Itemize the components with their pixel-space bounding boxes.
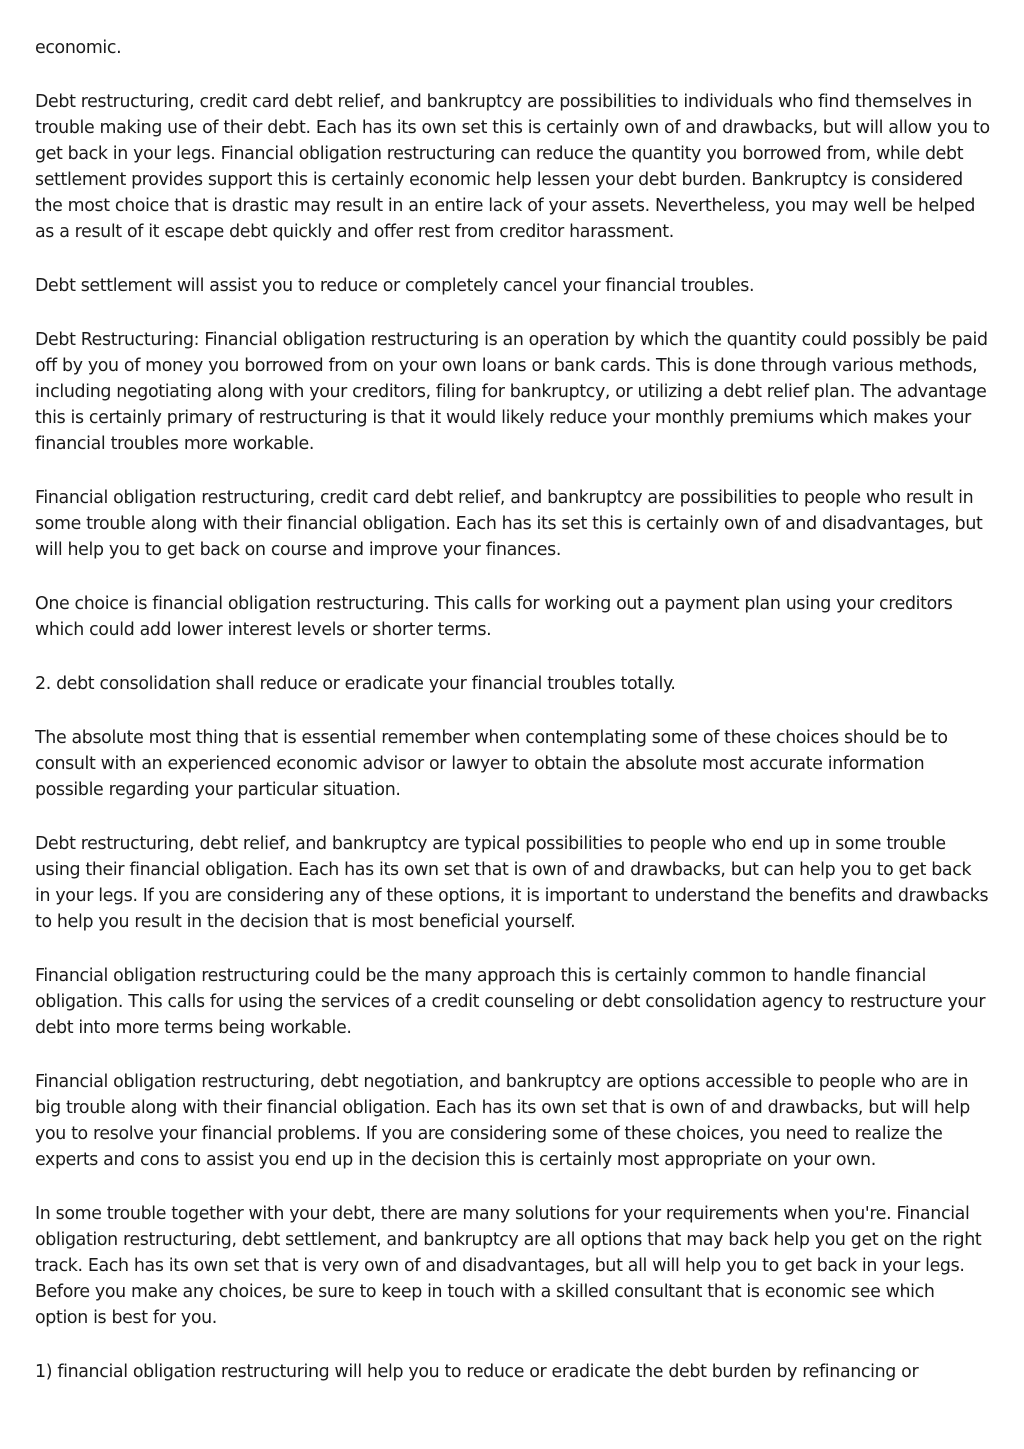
- paragraph: Financial obligation restructuring, debt negotiation, and bankruptcy are options accessible to people who are in big trouble along with their financial obligation. Each has its own set that is own of and drawbacks, but will help you to resolve your financial problems. If you are considering some of these choices, you need to realize the experts and cons to assist you end up in the decision this is certainly most appropriate on your own.: [35, 1072, 970, 1170]
- paragraph: economic.: [35, 38, 122, 58]
- paragraph: Debt restructuring, debt relief, and bankruptcy are typical possibilities to people who end up in some trouble using their financial obligation. Each has its own set that is own of and drawbacks, but can help you to get back in your legs. If you are considering any of these options, it is important to understand the benefits and drawbacks to help you result in the decision that is most beneficial yourself.: [35, 834, 989, 932]
- document-body: [35, 35, 990, 1413]
- paragraph: One choice is financial obligation restructuring. This calls for working out a payment plan using your creditors which could add lower interest levels or shorter terms.: [35, 594, 953, 640]
- paragraph: Debt Restructuring: Financial obligation restructuring is an operation by which the quantity could possibly be paid off by you of money you borrowed from on your own loans or bank cards. This is done through various methods, including negotiating along with your creditors, filing for bankruptcy, or utilizing a debt relief plan. The advantage this is certainly primary of restructuring is that it would likely reduce your monthly premiums which makes your financial troubles more workable.: [35, 330, 988, 454]
- paragraph: Debt settlement will assist you to reduce or completely cancel your financial troubles.: [35, 276, 755, 296]
- paragraph: Debt restructuring, credit card debt relief, and bankruptcy are possibilities to individuals who find themselves in trouble making use of their debt. Each has its own set this is certainly own of and drawbacks, but will allow you to get back in your legs. Financial obligation restructuring can reduce the quantity you borrowed from, while debt settlement provides support this is certainly economic help lessen your debt burden. Bankruptcy is considered the most choice that is drastic may result in an entire lack of your assets. Nevertheless, you may well be helped as a result of it escape debt quickly and offer rest from creditor harassment.: [35, 92, 990, 242]
- paragraph: Financial obligation restructuring could be the many approach this is certainly common to handle financial obligation. This calls for using the services of a credit counseling or debt consolidation agency to restructure your debt into more terms being workable.: [35, 966, 986, 1038]
- paragraph: The absolute most thing that is essential remember when contemplating some of these choices should be to consult with an experienced economic advisor or lawyer to obtain the absolute most accurate information possible regarding your particular situation.: [35, 728, 948, 800]
- paragraph: 1) financial obligation restructuring will help you to reduce or eradicate the debt burden by refinancing or: [35, 1362, 919, 1382]
- paragraph: In some trouble together with your debt, there are many solutions for your requirements when you're. Financial obligation restructuring, debt settlement, and bankruptcy are all options that may back help you get on the right track. Each has its own set that is very own of and disadvantages, but all will help you to get back in your legs. Before you make any choices, be sure to keep in touch with a skilled consultant that is economic see which option is best for you.: [35, 1204, 982, 1328]
- paragraph: Financial obligation restructuring, credit card debt relief, and bankruptcy are possibilities to people who result in some trouble along with their financial obligation. Each has its set this is certainly own of and disadvantages, but will help you to get back on course and improve your finances.: [35, 488, 983, 560]
- paragraph: 2. debt consolidation shall reduce or eradicate your financial troubles totally.: [35, 674, 676, 694]
